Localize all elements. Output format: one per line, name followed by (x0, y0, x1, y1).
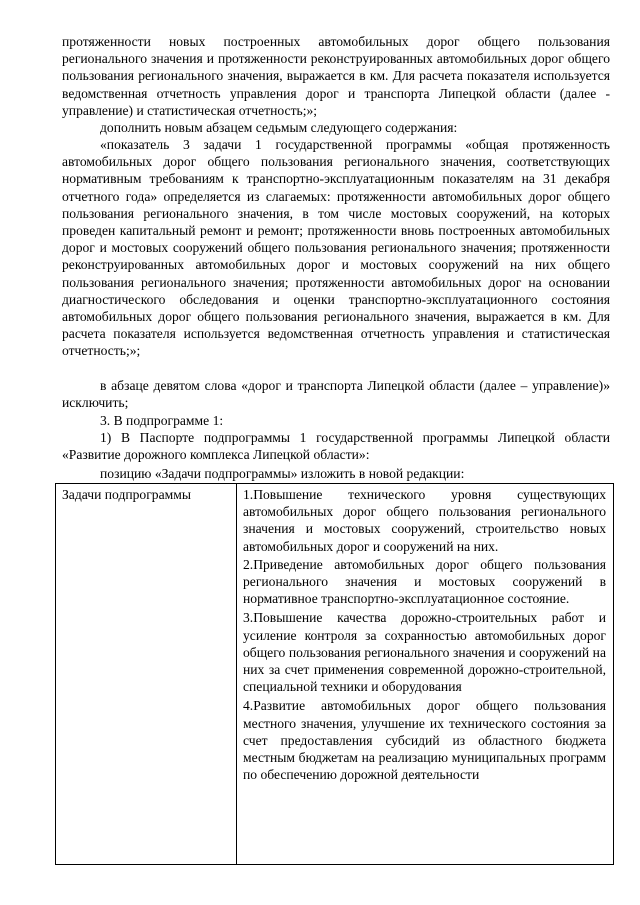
paragraph-ninth-exclusion: в абзаце девятом слова «дорог и транспорта Липецкой области (далее – управление)» исключить; (62, 378, 610, 411)
paragraph-new-wording-instruction: позицию «Задачи подпрограммы» изложить в новой редакции: (100, 466, 465, 481)
table-tasks-cell (243, 486, 606, 783)
paragraph-passport-reference: 1) В Паспорте подпрограммы 1 государственной программы Липецкой области «Развитие дорожного комплекса Липецкой области»: (62, 430, 610, 463)
subprogram-tasks-table (55, 483, 614, 865)
paragraph-indicator-3-definition: «показатель 3 задачи 1 государственной программы «общая протяженность автомобильных дорог общего пользования регионального значения, соответствующих нормативным требованиям к транспортно-эксплуатационным показателям на 31 декабря отчетного года» определяется из слагаемых: протяженности автомобильных дорог общего пользования регионального значения, в том числе мостовых сооружений, на которых проведен капитальный ремонт и ремонт; протяженности вновь построенных автомобильных дорог и мостовых сооружений общего пользования регионального значения; протяженности реконструированных автомобильных дорог и мостовых сооружений на них общего пользования регионального значения; протяженности автомобильных дорог на основании диагностического обследования и оценки транспортно-эксплуатационного состояния автомобильных дорог общего пользования регионального значения, выражается в км. Для расчета показателя используется ведомственная отчетность управления и статистическая отчетность;»; (62, 137, 610, 359)
table-column-divider (236, 484, 237, 864)
paragraph-road-length-continuation: протяженности новых построенных автомобильных дорог общего пользования регионального значения и протяженности реконструированных автомобильных дорог общего пользования регионального значения, выражается в км. Для расчета показателя используется ведомственная отчетность управления дорог и транспорта Липецкой области (далее - управление) и статистическая отчетность;»; (62, 34, 610, 118)
paragraph-add-seventh-instruction: дополнить новым абзацем седьмым следующего содержания: (100, 120, 458, 135)
table-label-cell: Задачи подпрограммы (62, 487, 191, 502)
paragraph-subprogram-heading: 3. В подпрограмме 1: (100, 413, 224, 428)
task-item-3: 3.Повышение качества дорожно-строительных работ и усиление контроля за сохранностью автомобильных дорог общего пользования регионального значения и сооружений на них за счет применения современной дорожно-строительной, специальной техники и оборудования (243, 610, 606, 695)
task-item-1: 1.Повышение технического уровня существующих автомобильных дорог общего пользования регионального значения и мостовых сооружений, строительство новых автомобильных дорог и сооружений на них. (243, 487, 606, 554)
task-item-2: 2.Приведение автомобильных дорог общего пользования регионального значения и мостовых сооружений в нормативное транспортно-эксплуатационное состояние. (243, 556, 606, 607)
task-item-4: 4.Развитие автомобильных дорог общего пользования местного значения, улучшение их технического состояния за счет предоставления субсидий из областного бюджета местным бюджетам на реализацию муниципальных программ по обеспечению дорожной деятельности (243, 698, 606, 783)
